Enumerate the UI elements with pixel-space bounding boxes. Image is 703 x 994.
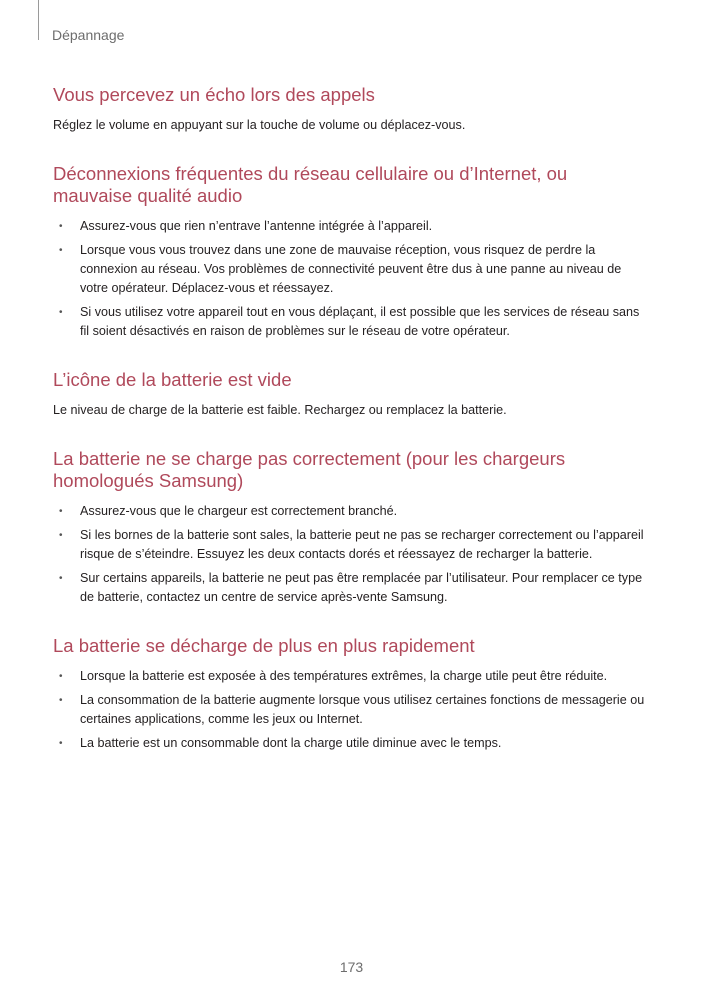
section-heading: L’icône de la batterie est vide (53, 369, 292, 390)
bullet-icon: • (59, 245, 63, 256)
list-item (53, 734, 648, 753)
list-item-text: Lorsque vous vous trouvez dans une zone de mauvaise réception, vous risquez de perdre la connexion au réseau. Vos problèmes de connectivité peuvent être dus à une panne au niveau de votre opérateur. Déplacez-vous et réessayez. (80, 243, 622, 295)
list-item (53, 691, 648, 729)
section-network (53, 163, 648, 341)
section-battery-empty (53, 369, 648, 420)
section-heading: La batterie se décharge de plus en plus rapidement (53, 635, 475, 656)
list-item-text: La consommation de la batterie augmente lorsque vous utilisez certaines fonctions de messagerie ou certaines applications, comme les jeux ou Internet. (80, 693, 645, 726)
bullet-icon: • (59, 530, 63, 541)
section-echo (53, 84, 648, 135)
list-item (53, 569, 648, 607)
bullet-icon: • (59, 695, 63, 706)
section-heading: La batterie ne se charge pas correctement (pour les chargeurs homologués Samsung) (53, 448, 566, 491)
list-item-text: Si les bornes de la batterie sont sales, la batterie peut ne pas se recharger correctement ou l’appareil risque de s’éteindre. Essuyez les deux contacts dorés et réessayez de recharger la batterie. (80, 528, 644, 561)
running-header: Dépannage (52, 27, 125, 43)
list-item-text: La batterie est un consommable dont la charge utile diminue avec le temps. (80, 736, 502, 750)
list-item-text: Assurez-vous que rien n’entrave l’antenne intégrée à l’appareil. (80, 219, 433, 233)
bullet-icon: • (59, 506, 63, 517)
bullet-icon: • (59, 307, 63, 318)
section-discharge (53, 635, 648, 753)
section-heading: Vous percevez un écho lors des appels (53, 84, 375, 105)
bullet-list (53, 217, 648, 341)
bullet-list (53, 502, 648, 607)
page-number: 173 (339, 959, 364, 975)
list-item-text: Sur certains appareils, la batterie ne peut pas être remplacée par l’utilisateur. Pour remplacer ce type de batterie, contactez un centre de service après-vente Samsung. (80, 571, 643, 604)
section-heading: Déconnexions fréquentes du réseau cellulaire ou d’Internet, ou mauvaise qualité audio (53, 163, 568, 206)
bullet-icon: • (59, 573, 63, 584)
list-item (53, 667, 648, 686)
bullet-icon: • (59, 738, 63, 749)
list-item (53, 502, 648, 521)
section-charging (53, 448, 648, 607)
section-text: Le niveau de charge de la batterie est faible. Rechargez ou remplacez la batterie. (53, 403, 507, 417)
list-item-text: Assurez-vous que le chargeur est correctement branché. (80, 504, 398, 518)
list-item-text: Lorsque la batterie est exposée à des températures extrêmes, la charge utile peut être réduite. (80, 669, 608, 683)
list-item (53, 303, 648, 341)
section-text: Réglez le volume en appuyant sur la touche de volume ou déplacez-vous. (53, 118, 466, 132)
bullet-list (53, 667, 648, 753)
list-item (53, 526, 648, 564)
list-item (53, 241, 648, 298)
list-item (53, 217, 648, 236)
list-item-text: Si vous utilisez votre appareil tout en vous déplaçant, il est possible que les services de réseau sans fil soient désactivés en raison de problèmes sur le réseau de votre opérateur. (80, 305, 640, 338)
bullet-icon: • (59, 221, 63, 232)
page-content (53, 84, 648, 753)
bullet-icon: • (59, 671, 63, 682)
header-rule (38, 0, 39, 40)
